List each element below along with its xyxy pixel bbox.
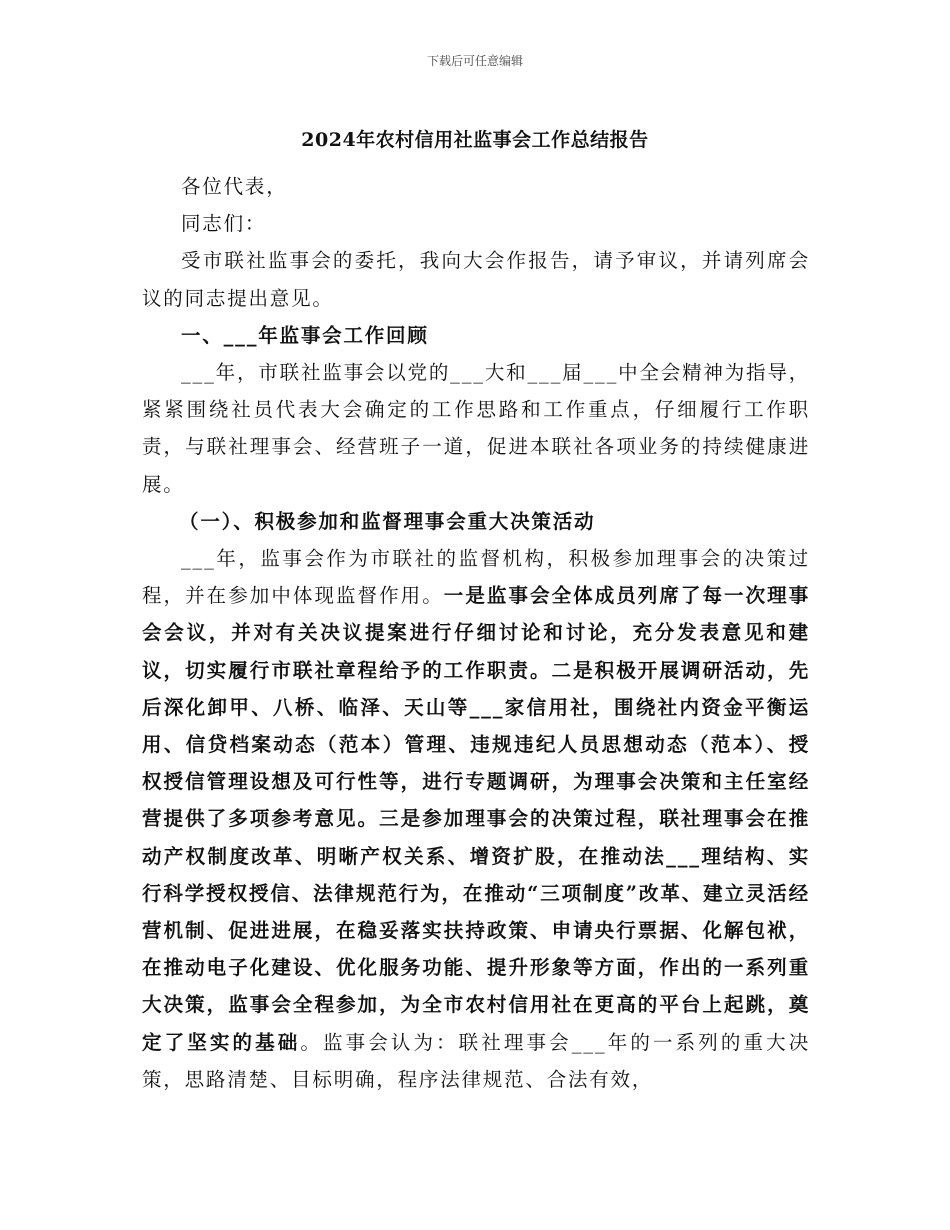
paragraph-lead-text: ___年，监事会作为市联社的监督机构，积极参加理事会的决策过程，并在参加中体现监督作用。 [142,547,810,608]
document-body [142,168,810,1098]
section-1-paragraph: ___年，市联社监事会以党的___大和___届___中全会精神为指导，紧紧围绕社员代表大会确定的工作思路和工作重点，仔细履行工作职责，与联社理事会、经营班子一道，促进本联社各项业务的持续健康进展。 [142,361,810,496]
document-title: 2024年农村信用社监事会工作总结报告 [301,129,649,151]
paragraph-bold-text: 一是监事会全体成员列席了每一次理事会会议，并对有关决议提案进行仔细讨论和讨论，充分发表意见和建议，切实履行市联社章程给予的工作职责。二是积极开展调研活动，先后深化卸甲、八桥、临泽、天山等___家信用社，围绕社内资金平衡运用、信贷档案动态（范本）管理、违规违纪人员思想动态（范本）、授权授信管理设想及可行性等，进行专题调研，为理事会决策和主任室经营提供了多项参考意见。三是参加理事会的决策过程，联社理事会在推动产权制度改革、明晰产权关系、增资扩股，在推动法___理结构、实行科学授权授信、法律规范行为，在推动“三项制度”改革、建立灵活经营机制、促进进展，在稳妥落实扶持政策、申请央行票据、化解包袱，在推动电子化建设、优化服务功能、提升形象等方面，作出的一系列重大决策，监事会全程参加，为全市农村信用社在更高的平台上起跳，奠定了坚实的基础 [142,584,810,1054]
greeting-line-2: 同志们： [181,212,267,236]
greeting-line-1: 各位代表， [181,175,288,198]
subsection-heading-1: （一）、积极参加和监督理事会重大决策活动 [179,509,596,533]
intro-paragraph: 受市联社监事会的委托，我向大会作报告，请予审议，并请列席会议的同志提出意见。 [142,249,810,310]
header-note: 下载后可任意编辑 [426,54,523,68]
section-heading-1: 一、___年监事会工作回顾 [181,323,429,347]
paragraph-tail-text: 。监事会认为：联社理事会___年的一系列的重大决策，思路清楚、目标明确，程序法律规范、合法有效， [142,1030,810,1091]
subsection-1-paragraph [142,540,810,1098]
